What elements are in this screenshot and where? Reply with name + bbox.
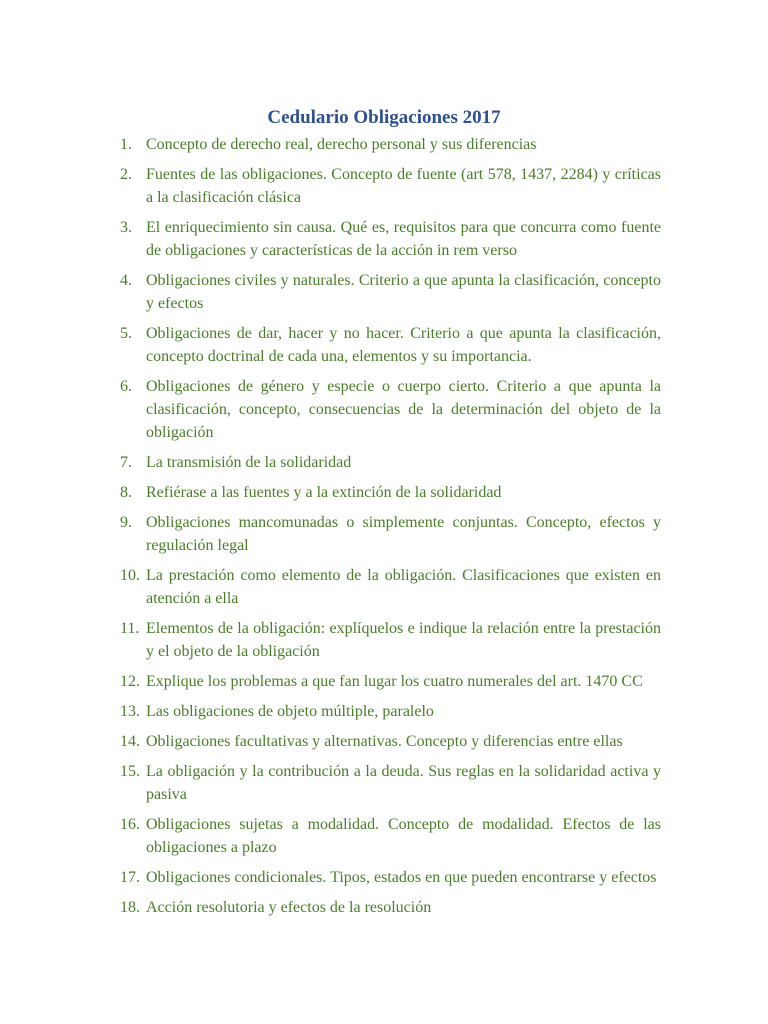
document-title: Cedulario Obligaciones 2017 [267, 107, 501, 128]
item-text: Obligaciones condicionales. Tipos, estados en que pueden encontrarse y efectos [146, 869, 657, 886]
item-number: 15. [120, 763, 140, 780]
list-item [120, 269, 661, 315]
item-text: Explique los problemas a que fan lugar los cuatro numerales del art. 1470 CC [146, 673, 643, 690]
item-text: Acción resolutoria y efectos de la resolución [146, 899, 432, 916]
question-list [120, 133, 661, 926]
item-number: 8. [120, 484, 132, 501]
item-text: El enriquecimiento sin causa. Qué es, requisitos para que concurra como fuente de obligaciones y características de la acción in rem verso [146, 219, 661, 259]
list-item [120, 564, 661, 610]
item-text: Obligaciones mancomunadas o simplemente conjuntas. Concepto, efectos y regulación legal [146, 514, 661, 554]
item-number: 17. [120, 869, 140, 886]
item-text: Obligaciones sujetas a modalidad. Concepto de modalidad. Efectos de las obligaciones a plazo [146, 816, 661, 856]
item-text: La obligación y la contribución a la deuda. Sus reglas en la solidaridad activa y pasiva [146, 763, 661, 803]
list-item [120, 813, 661, 859]
item-number: 4. [120, 272, 132, 289]
item-number: 18. [120, 899, 140, 916]
list-item [120, 617, 661, 663]
item-text: La transmisión de la solidaridad [146, 454, 352, 471]
item-number: 3. [120, 219, 132, 236]
item-text: Obligaciones de género y especie o cuerpo cierto. Criterio a que apunta la clasificación, concepto, consecuencias de la determinación del objeto de la obligación [146, 378, 661, 441]
item-number: 11. [120, 620, 140, 637]
item-number: 10. [120, 567, 140, 584]
list-item [120, 451, 661, 474]
list-item [120, 163, 661, 209]
item-number: 13. [120, 703, 140, 720]
item-number: 6. [120, 378, 132, 395]
item-number: 7. [120, 454, 132, 471]
item-text: Las obligaciones de objeto múltiple, paralelo [146, 703, 434, 720]
list-item [120, 375, 661, 444]
item-text: Elementos de la obligación: explíquelos e indique la relación entre la prestación y el objeto de la obligación [146, 620, 661, 660]
list-item [120, 866, 661, 889]
list-item [120, 700, 661, 723]
item-number: 9. [120, 514, 132, 531]
item-text: Obligaciones de dar, hacer y no hacer. Criterio a que apunta la clasificación, concepto doctrinal de cada una, elementos y su importancia. [146, 325, 661, 365]
list-item [120, 670, 661, 693]
list-item [120, 760, 661, 806]
item-number: 2. [120, 166, 132, 183]
item-number: 14. [120, 733, 140, 750]
item-number: 16. [120, 816, 140, 833]
list-item [120, 896, 661, 919]
list-item [120, 322, 661, 368]
item-text: Obligaciones facultativas y alternativas. Concepto y diferencias entre ellas [146, 733, 623, 750]
list-item [120, 511, 661, 557]
item-number: 12. [120, 673, 140, 690]
item-number: 5. [120, 325, 132, 342]
item-text: Concepto de derecho real, derecho personal y sus diferencias [146, 136, 537, 153]
item-text: Refiérase a las fuentes y a la extinción de la solidaridad [146, 484, 502, 501]
list-item [120, 133, 661, 156]
list-item [120, 730, 661, 753]
item-text: Obligaciones civiles y naturales. Criterio a que apunta la clasificación, concepto y efectos [146, 272, 661, 312]
item-text: Fuentes de las obligaciones. Concepto de fuente (art 578, 1437, 2284) y críticas a la clasificación clásica [146, 166, 661, 206]
item-number: 1. [120, 136, 132, 153]
list-item [120, 481, 661, 504]
item-text: La prestación como elemento de la obligación. Clasificaciones que existen en atención a ella [146, 567, 661, 607]
list-item [120, 216, 661, 262]
